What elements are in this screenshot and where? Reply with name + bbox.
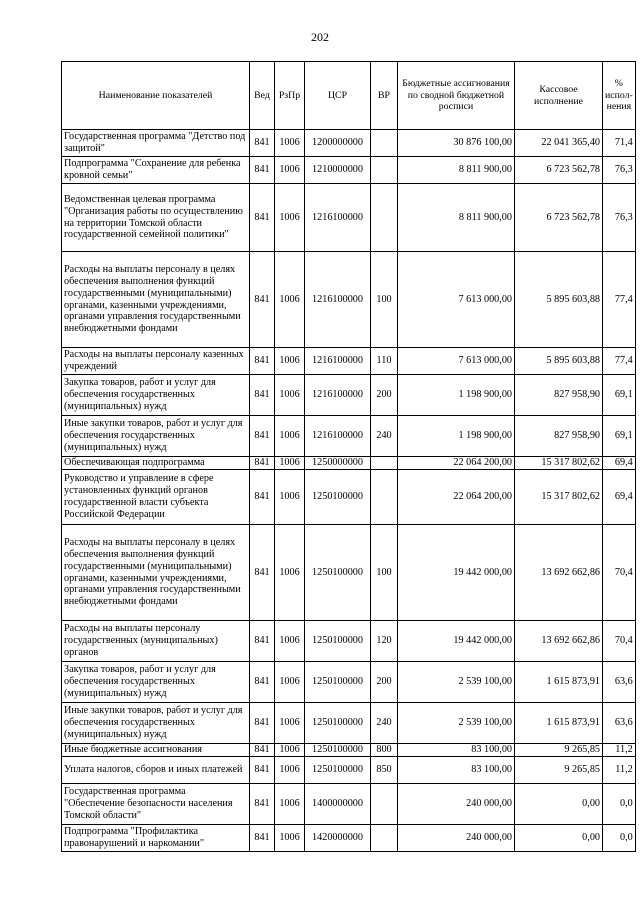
row-percent: 11,2	[603, 744, 636, 757]
row-budget: 83 100,00	[398, 757, 515, 784]
row-percent: 63,6	[603, 662, 636, 703]
row-cash: 13 692 662,86	[515, 525, 603, 621]
row-csr: 1250100000	[305, 621, 371, 662]
table-row	[62, 470, 636, 525]
header-vr: ВР	[371, 62, 398, 130]
row-cash: 5 895 603,88	[515, 348, 603, 375]
row-name: Расходы на выплаты персоналу в целях обеспечения выполнения функций государственными (муниципальными) органами, казенными учреждениями, органами управления государственными внебюджетными фондами	[62, 252, 250, 348]
row-budget: 2 539 100,00	[398, 703, 515, 744]
row-budget: 7 613 000,00	[398, 252, 515, 348]
row-vr	[371, 457, 398, 470]
row-rzpr: 1006	[275, 375, 305, 416]
row-budget: 1 198 900,00	[398, 416, 515, 457]
row-name: Подпрограмма "Профилактика правонарушений и наркомании"	[62, 825, 250, 852]
row-budget: 8 811 900,00	[398, 157, 515, 184]
row-budget: 19 442 000,00	[398, 525, 515, 621]
row-percent: 0,0	[603, 784, 636, 825]
table-row	[62, 703, 636, 744]
row-vr: 240	[371, 703, 398, 744]
table-row	[62, 184, 636, 252]
header-cash: Кассовое исполнение	[515, 62, 603, 130]
row-percent: 69,1	[603, 416, 636, 457]
row-budget: 8 811 900,00	[398, 184, 515, 252]
row-vr: 200	[371, 662, 398, 703]
header-percent: % испол-нения	[603, 62, 636, 130]
row-cash: 5 895 603,88	[515, 252, 603, 348]
row-rzpr: 1006	[275, 525, 305, 621]
row-name: Государственная программа "Детство под защитой"	[62, 130, 250, 157]
row-rzpr: 1006	[275, 470, 305, 525]
row-vr	[371, 184, 398, 252]
row-rzpr: 1006	[275, 416, 305, 457]
header-rzpr: РзПр	[275, 62, 305, 130]
row-ved: 841	[250, 621, 275, 662]
row-rzpr: 1006	[275, 744, 305, 757]
table-row	[62, 130, 636, 157]
row-ved: 841	[250, 157, 275, 184]
row-csr: 1250100000	[305, 703, 371, 744]
row-budget: 240 000,00	[398, 825, 515, 852]
table-row	[62, 157, 636, 184]
row-rzpr: 1006	[275, 825, 305, 852]
row-cash: 1 615 873,91	[515, 703, 603, 744]
table-row	[62, 375, 636, 416]
row-cash: 0,00	[515, 784, 603, 825]
row-ved: 841	[250, 825, 275, 852]
row-csr: 1216100000	[305, 348, 371, 375]
row-name: Расходы на выплаты персоналу в целях обеспечения выполнения функций государственными (муниципальными) органами, казенными учреждениями, органами управления государственными внебюджетными фондами	[62, 525, 250, 621]
row-rzpr: 1006	[275, 757, 305, 784]
row-rzpr: 1006	[275, 130, 305, 157]
row-percent: 70,4	[603, 621, 636, 662]
row-name: Подпрограмма "Сохранение для ребенка кровной семьи"	[62, 157, 250, 184]
table-body	[62, 130, 636, 852]
row-cash: 15 317 802,62	[515, 457, 603, 470]
row-ved: 841	[250, 662, 275, 703]
row-vr: 800	[371, 744, 398, 757]
row-rzpr: 1006	[275, 457, 305, 470]
row-name: Закупка товаров, работ и услуг для обеспечения государственных (муниципальных) нужд	[62, 662, 250, 703]
row-csr: 1250100000	[305, 470, 371, 525]
row-budget: 22 064 200,00	[398, 470, 515, 525]
row-ved: 841	[250, 348, 275, 375]
row-csr: 1210000000	[305, 157, 371, 184]
row-cash: 6 723 562,78	[515, 157, 603, 184]
row-percent: 76,3	[603, 184, 636, 252]
row-ved: 841	[250, 784, 275, 825]
table-row	[62, 525, 636, 621]
row-budget: 83 100,00	[398, 744, 515, 757]
row-rzpr: 1006	[275, 662, 305, 703]
row-vr: 100	[371, 252, 398, 348]
header-csr: ЦСР	[305, 62, 371, 130]
row-csr: 1250000000	[305, 457, 371, 470]
row-csr: 1250100000	[305, 662, 371, 703]
header-budget: Бюджетные ассигнования по сводной бюджетной росписи	[398, 62, 515, 130]
row-csr: 1400000000	[305, 784, 371, 825]
row-name: Расходы на выплаты персоналу казенных учреждений	[62, 348, 250, 375]
row-name: Уплата налогов, сборов и иных платежей	[62, 757, 250, 784]
row-vr	[371, 825, 398, 852]
row-percent: 69,4	[603, 470, 636, 525]
row-rzpr: 1006	[275, 157, 305, 184]
row-ved: 841	[250, 252, 275, 348]
row-budget: 30 876 100,00	[398, 130, 515, 157]
row-cash: 9 265,85	[515, 744, 603, 757]
row-csr: 1420000000	[305, 825, 371, 852]
row-rzpr: 1006	[275, 184, 305, 252]
row-name: Закупка товаров, работ и услуг для обеспечения государственных (муниципальных) нужд	[62, 375, 250, 416]
row-ved: 841	[250, 130, 275, 157]
row-percent: 63,6	[603, 703, 636, 744]
row-csr: 1216100000	[305, 184, 371, 252]
table-row	[62, 825, 636, 852]
page-number: 202	[311, 30, 329, 44]
table-row	[62, 744, 636, 757]
row-budget: 1 198 900,00	[398, 375, 515, 416]
row-ved: 841	[250, 757, 275, 784]
row-vr: 240	[371, 416, 398, 457]
row-rzpr: 1006	[275, 621, 305, 662]
row-percent: 71,4	[603, 130, 636, 157]
table-row	[62, 457, 636, 470]
table-header-row	[62, 62, 636, 130]
row-percent: 69,1	[603, 375, 636, 416]
row-ved: 841	[250, 703, 275, 744]
row-vr: 200	[371, 375, 398, 416]
row-ved: 841	[250, 416, 275, 457]
row-ved: 841	[250, 457, 275, 470]
row-csr: 1216100000	[305, 375, 371, 416]
table-row	[62, 662, 636, 703]
row-budget: 2 539 100,00	[398, 662, 515, 703]
row-name: Иные бюджетные ассигнования	[62, 744, 250, 757]
row-name: Иные закупки товаров, работ и услуг для обеспечения государственных (муниципальных) нужд	[62, 416, 250, 457]
row-cash: 15 317 802,62	[515, 470, 603, 525]
row-budget: 19 442 000,00	[398, 621, 515, 662]
row-cash: 0,00	[515, 825, 603, 852]
row-percent: 0,0	[603, 825, 636, 852]
row-name: Ведомственная целевая программа "Организация работы по осуществлению на территории Томской области государственной семейной политики"	[62, 184, 250, 252]
row-cash: 1 615 873,91	[515, 662, 603, 703]
budget-execution-table	[61, 61, 636, 852]
row-budget: 22 064 200,00	[398, 457, 515, 470]
row-ved: 841	[250, 525, 275, 621]
row-cash: 9 265,85	[515, 757, 603, 784]
row-percent: 76,3	[603, 157, 636, 184]
row-cash: 827 958,90	[515, 375, 603, 416]
row-vr: 100	[371, 525, 398, 621]
table-row	[62, 252, 636, 348]
row-percent: 77,4	[603, 348, 636, 375]
row-rzpr: 1006	[275, 703, 305, 744]
row-csr: 1250100000	[305, 744, 371, 757]
row-percent: 69,4	[603, 457, 636, 470]
row-ved: 841	[250, 184, 275, 252]
row-csr: 1216100000	[305, 252, 371, 348]
row-name: Руководство и управление в сфере установленных функций органов государственной власти субъекта Российской Федерации	[62, 470, 250, 525]
row-percent: 11,2	[603, 757, 636, 784]
row-percent: 77,4	[603, 252, 636, 348]
row-vr	[371, 157, 398, 184]
row-vr	[371, 470, 398, 525]
row-vr	[371, 784, 398, 825]
row-ved: 841	[250, 375, 275, 416]
row-name: Расходы на выплаты персоналу государственных (муниципальных) органов	[62, 621, 250, 662]
row-vr	[371, 130, 398, 157]
row-ved: 841	[250, 470, 275, 525]
row-budget: 7 613 000,00	[398, 348, 515, 375]
row-vr: 850	[371, 757, 398, 784]
row-csr: 1250100000	[305, 757, 371, 784]
table-row	[62, 757, 636, 784]
row-name: Обеспечивающая подпрограмма	[62, 457, 250, 470]
row-rzpr: 1006	[275, 348, 305, 375]
row-name: Государственная программа "Обеспечение безопасности населения Томской области"	[62, 784, 250, 825]
header-name: Наименование показателей	[62, 62, 250, 130]
table-row	[62, 621, 636, 662]
row-budget: 240 000,00	[398, 784, 515, 825]
header-ved: Вед	[250, 62, 275, 130]
row-cash: 22 041 365,40	[515, 130, 603, 157]
row-rzpr: 1006	[275, 784, 305, 825]
row-rzpr: 1006	[275, 252, 305, 348]
table-row	[62, 416, 636, 457]
row-cash: 6 723 562,78	[515, 184, 603, 252]
row-ved: 841	[250, 744, 275, 757]
row-percent: 70,4	[603, 525, 636, 621]
row-csr: 1200000000	[305, 130, 371, 157]
row-cash: 827 958,90	[515, 416, 603, 457]
row-cash: 13 692 662,86	[515, 621, 603, 662]
table-row	[62, 348, 636, 375]
row-csr: 1250100000	[305, 525, 371, 621]
table-row	[62, 784, 636, 825]
row-name: Иные закупки товаров, работ и услуг для обеспечения государственных (муниципальных) нужд	[62, 703, 250, 744]
row-vr: 120	[371, 621, 398, 662]
row-csr: 1216100000	[305, 416, 371, 457]
row-vr: 110	[371, 348, 398, 375]
